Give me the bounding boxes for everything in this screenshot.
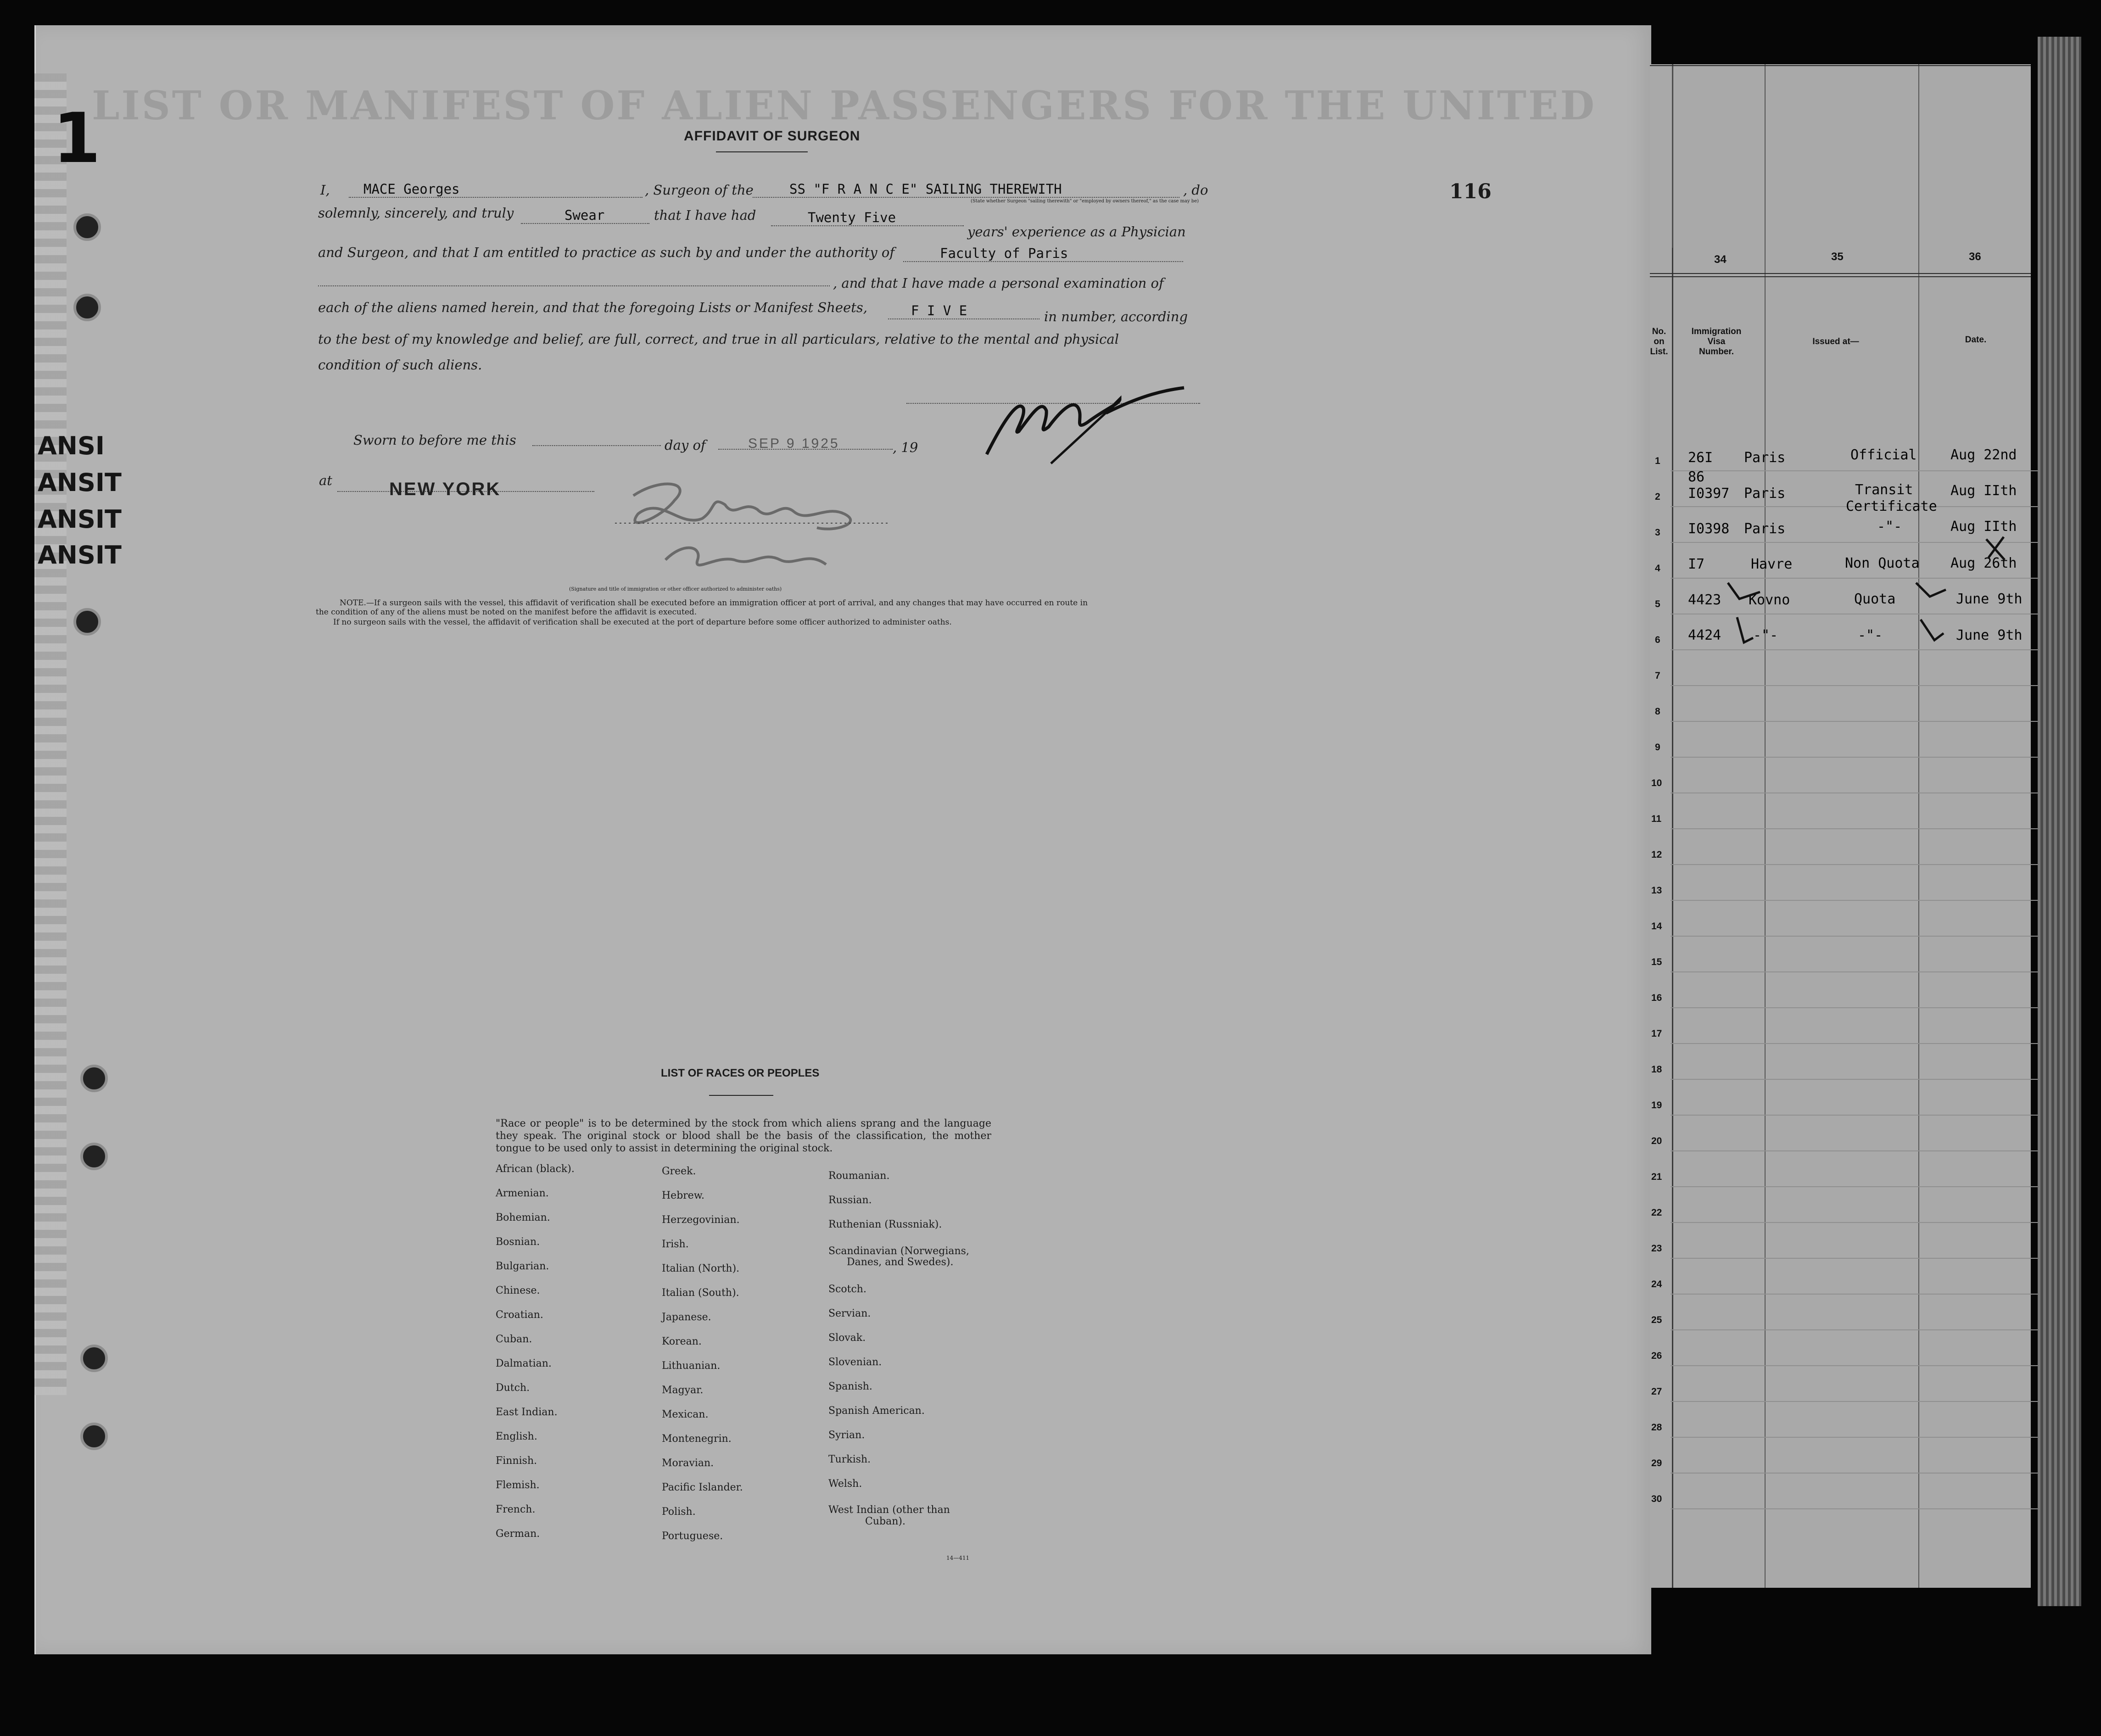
race-item: Polish.	[662, 1506, 696, 1518]
visa-number: 86	[1688, 469, 1705, 485]
vessel-name: SS "F R A N C E" SAILING THEREWITH	[753, 181, 1179, 198]
binder-hole	[80, 1143, 108, 1170]
row-number: 14	[1651, 921, 1662, 932]
race-item: Spanish American.	[828, 1405, 925, 1417]
column-rule	[1672, 64, 1673, 1588]
place-stamp: NEW YORK	[389, 479, 501, 499]
row-rule	[1671, 1150, 2038, 1151]
column-number: 36	[1969, 251, 1981, 263]
row-number: 26	[1651, 1351, 1662, 1361]
binder-hole	[80, 1423, 108, 1450]
row-number: 23	[1651, 1243, 1662, 1254]
note-line: NOTE.—If a surgeon sails with the vessel, this affidavit of verification shall be executed before an immigration officer at port of arrival, and any changes that may have occurred en route in	[340, 598, 1088, 608]
column-rule	[1672, 64, 1673, 248]
affidavit-text: in number, according	[1044, 309, 1188, 324]
issued-type: Transit	[1855, 482, 1913, 498]
row-rule	[1671, 828, 2038, 829]
row-rule	[1671, 757, 2038, 758]
row-number: 5	[1655, 599, 1660, 609]
race-item: Irish.	[662, 1239, 689, 1250]
issued-type: Certificate	[1846, 498, 1937, 514]
race-item: Moravian.	[662, 1457, 714, 1469]
affidavit-text: condition of such aliens.	[318, 357, 482, 373]
visa-number: I0398	[1688, 521, 1730, 537]
issued-type: -"-	[1877, 519, 1902, 535]
row-rule	[1671, 900, 2038, 901]
row-number: 25	[1651, 1315, 1662, 1325]
affidavit-title: AFFIDAVIT OF SURGEON	[684, 128, 861, 144]
row-number: 9	[1655, 742, 1660, 753]
race-item: Greek.	[662, 1166, 696, 1177]
row-number: 17	[1651, 1028, 1662, 1039]
issued-place: Paris	[1744, 521, 1786, 537]
race-item: Ruthenian (Russniak).	[828, 1219, 942, 1230]
column-number: 34	[1714, 253, 1727, 266]
surgeon-signature	[968, 381, 1193, 473]
affidavit-text: , 19	[893, 440, 918, 455]
binder-hole	[73, 213, 101, 241]
issued-place: -"-	[1753, 627, 1778, 643]
row-number: 20	[1651, 1136, 1662, 1146]
binder-hole	[80, 1345, 108, 1372]
title-underline	[716, 151, 808, 152]
check-mark	[1914, 578, 1950, 606]
state-whether-note: (State whether Surgeon "sailing therewith" or "employed by owners thereof," as the case may be)	[971, 199, 1199, 204]
header-text: on	[1654, 337, 1665, 346]
race-item: Bosnian.	[496, 1236, 540, 1248]
cross-mark	[1982, 535, 2009, 562]
row-number: 27	[1651, 1386, 1662, 1397]
issued-place: Havre	[1751, 556, 1793, 572]
row-rule	[1671, 971, 2038, 972]
header-rule	[1650, 273, 2031, 274]
surgeon-name: MACE Georges	[349, 181, 643, 198]
row-number: 21	[1651, 1172, 1662, 1182]
check-mark	[1918, 615, 1950, 647]
row-rule	[1671, 1258, 2038, 1259]
sheets-count: F I V E	[888, 303, 1039, 319]
check-mark	[1735, 615, 1758, 647]
years-value: Twenty Five	[771, 210, 964, 226]
row-number: 18	[1651, 1064, 1662, 1075]
race-item: Japanese.	[662, 1312, 711, 1323]
torn-edge	[34, 73, 67, 1395]
row-rule	[1671, 1043, 2038, 1044]
column-rule	[1765, 64, 1766, 1588]
row-rule	[1671, 1473, 2038, 1474]
race-item: Finnish.	[496, 1455, 537, 1467]
race-item: Dalmatian.	[496, 1358, 552, 1369]
row-number: 2	[1655, 491, 1660, 502]
row-number: 1	[1655, 456, 1660, 466]
header-text: Visa	[1707, 337, 1726, 346]
race-item: Servian.	[828, 1308, 871, 1319]
issued-type: Official	[1850, 447, 1917, 463]
row-number: 12	[1651, 849, 1662, 860]
column-number: 35	[1831, 251, 1844, 263]
margin-text: ANSIT	[38, 468, 122, 497]
row-rule	[1671, 685, 2038, 686]
margin-text: ANSIT	[38, 541, 122, 569]
race-item: Slovak.	[828, 1332, 866, 1344]
visa-date: Aug IIth	[1950, 483, 2017, 499]
oath-type: Swear	[521, 207, 649, 224]
race-item: Italian (South).	[662, 1287, 739, 1299]
row-number: 4	[1655, 563, 1660, 574]
race-item: Roumanian.	[828, 1170, 890, 1182]
authority: Faculty of Paris	[903, 246, 1183, 262]
race-item: Cuban).	[865, 1516, 905, 1527]
race-item: Mexican.	[662, 1409, 709, 1420]
race-item: Russian.	[828, 1195, 872, 1206]
visa-date: Aug 26th	[1950, 555, 2017, 571]
visa-number: I7	[1688, 556, 1705, 572]
row-rule	[1671, 649, 2038, 650]
race-item: Scotch.	[828, 1284, 866, 1295]
race-item: Slovenian.	[828, 1356, 882, 1368]
race-item: English.	[496, 1431, 537, 1442]
manifest-page	[1650, 64, 2031, 1588]
affidavit-text: , and that I have made a personal examination of	[833, 275, 1164, 291]
affidavit-text: , Surgeon of the	[645, 182, 754, 198]
issued-type: Non Quota	[1845, 555, 1920, 571]
visa-date: Aug IIth	[1950, 519, 2017, 535]
day-blank	[532, 436, 661, 446]
row-number: 24	[1651, 1279, 1662, 1289]
visa-number: 4423	[1688, 592, 1721, 608]
bleed-through-heading: LIST OR MANIFEST OF ALIEN PASSENGERS FOR THE UNITED	[92, 83, 1597, 129]
header-text: Number.	[1699, 347, 1734, 357]
visa-number: 4424	[1688, 627, 1721, 643]
affidavit-text: years' experience as a Physician	[967, 224, 1186, 240]
check-mark	[1726, 578, 1762, 606]
race-item: Lithuanian.	[662, 1360, 721, 1372]
race-item: Bulgarian.	[496, 1261, 549, 1272]
blank-line	[318, 274, 830, 286]
row-rule	[1671, 1365, 2038, 1366]
race-item: Spanish.	[828, 1381, 872, 1392]
visa-date: June 9th	[1956, 591, 2023, 607]
race-item: Pacific Islander.	[662, 1482, 743, 1493]
row-rule	[1671, 1294, 2038, 1295]
row-rule	[1671, 1437, 2038, 1438]
race-item: French.	[496, 1504, 536, 1515]
race-item: Syrian.	[828, 1429, 865, 1441]
row-rule	[1671, 721, 2038, 722]
race-item: Cuban.	[496, 1334, 532, 1345]
race-item: German.	[496, 1528, 540, 1540]
row-number: 10	[1651, 778, 1662, 788]
race-item: Chinese.	[496, 1285, 540, 1296]
row-number: 13	[1651, 885, 1662, 896]
race-item: Scandinavian (Norwegians,	[828, 1245, 969, 1257]
header-issued-at: Issued at—	[1812, 337, 1859, 346]
officer-signature	[597, 468, 909, 587]
affidavit-text: and Surgeon, and that I am entitled to practice as such by and under the authority of	[318, 245, 895, 260]
column-rule	[1918, 64, 1919, 1588]
race-item: Montenegrin.	[662, 1433, 732, 1445]
affidavit-text: that I have had	[654, 207, 756, 223]
row-rule	[1671, 1115, 2038, 1116]
visa-date: Aug 22nd	[1950, 447, 2017, 463]
row-number: 6	[1655, 635, 1660, 645]
form-number: 14—411	[946, 1555, 970, 1561]
header-date: Date.	[1965, 335, 1987, 345]
race-item: Herzegovinian.	[662, 1214, 740, 1226]
affidavit-text: day of	[665, 437, 706, 453]
note-line: If no surgeon sails with the vessel, the affidavit of verification shall be executed at the port of departure before some officer authorized to administer oaths.	[333, 618, 952, 627]
header-visa-number	[1671, 327, 1762, 357]
header-no-on-list	[1648, 327, 1671, 357]
row-number: 7	[1655, 670, 1660, 681]
row-rule	[1671, 864, 2038, 865]
affidavit-i: I,	[320, 182, 330, 198]
race-item: Danes, and Swedes).	[847, 1256, 954, 1268]
row-number: 3	[1655, 527, 1660, 538]
row-rule	[1671, 1222, 2038, 1223]
volume-mark: 1	[53, 99, 101, 179]
race-item: West Indian (other than	[828, 1504, 950, 1516]
row-number: 19	[1651, 1100, 1662, 1111]
row-number: 28	[1651, 1422, 1662, 1433]
issued-type: -"-	[1858, 627, 1883, 643]
row-number: 8	[1655, 706, 1660, 717]
row-number: 30	[1651, 1494, 1662, 1504]
affidavit-text: at	[319, 473, 332, 488]
row-number: 22	[1651, 1207, 1662, 1218]
row-rule	[1671, 1007, 2038, 1008]
races-title: LIST OF RACES OR PEOPLES	[661, 1067, 820, 1079]
race-item: Dutch.	[496, 1382, 530, 1394]
issued-place: Kovno	[1749, 592, 1790, 608]
row-rule	[1671, 1508, 2038, 1509]
race-item: African (black).	[496, 1163, 575, 1175]
race-item: Portuguese.	[662, 1530, 723, 1542]
issued-place: Paris	[1744, 486, 1786, 502]
header-rule	[1650, 276, 2031, 277]
binder-hole	[80, 1065, 108, 1092]
race-item: Armenian.	[496, 1188, 549, 1199]
affidavit-text: , do	[1183, 182, 1208, 198]
race-item: Bohemian.	[496, 1212, 550, 1223]
header-text: Immigration	[1691, 327, 1742, 336]
binder-hole	[73, 294, 101, 321]
issued-type: Quota	[1854, 591, 1896, 607]
race-item: Hebrew.	[662, 1190, 705, 1201]
affidavit-text: solemnly, sincerely, and truly	[318, 205, 514, 221]
header-rule	[1650, 65, 2031, 66]
row-rule	[1671, 1186, 2038, 1187]
race-item: Flemish.	[496, 1479, 540, 1491]
race-item: Korean.	[662, 1336, 702, 1347]
race-item: Croatian.	[496, 1309, 543, 1321]
row-number: 29	[1651, 1458, 1662, 1468]
margin-text: ANSI	[38, 431, 105, 460]
races-intro: "Race or people" is to be determined by the stock from which aliens sprang and the language they speak. The original stock or blood shall be the basis of the classification, the mother tongue to be used only to assist in determining the original stock.	[496, 1118, 991, 1154]
visa-date: June 9th	[1956, 627, 2023, 643]
date-stamp: SEP 9 1925	[748, 436, 840, 451]
race-item: Magyar.	[662, 1384, 704, 1396]
margin-text: ANSIT	[38, 505, 122, 534]
row-rule	[1671, 1401, 2038, 1402]
visa-number: 26I	[1688, 450, 1713, 466]
race-item: Turkish.	[828, 1454, 871, 1465]
row-rule	[1671, 1079, 2038, 1080]
issued-place: Paris	[1744, 450, 1786, 466]
races-underline	[709, 1095, 773, 1096]
row-number: 15	[1651, 957, 1662, 967]
row-number: 16	[1651, 993, 1662, 1003]
signature-caption: (Signature and title of immigration or other officer authorized to administer oaths)	[569, 586, 782, 592]
race-item: Welsh.	[828, 1478, 862, 1490]
row-number: 11	[1651, 814, 1662, 824]
header-text: List.	[1650, 347, 1668, 357]
affidavit-text: to the best of my knowledge and belief, are full, correct, and true in all particulars, relative to the mental and physical	[318, 331, 1119, 347]
row-rule	[1671, 470, 2038, 471]
header-text: No.	[1652, 327, 1666, 336]
row-rule	[1671, 1329, 2038, 1330]
row-rule	[1671, 936, 2038, 937]
affidavit-text: Sworn to before me this	[353, 432, 516, 448]
page-number: 116	[1449, 180, 1492, 203]
race-item: East Indian.	[496, 1407, 558, 1418]
race-item: Italian (North).	[662, 1263, 740, 1274]
note-line: the condition of any of the aliens must be noted on the manifest before the affidavit is executed.	[316, 608, 697, 617]
page-stack-edge	[2038, 37, 2081, 1606]
binder-hole	[73, 608, 101, 636]
affidavit-text: each of the aliens named herein, and that the foregoing Lists or Manifest Sheets,	[318, 300, 868, 315]
visa-number: I0397	[1688, 486, 1730, 502]
